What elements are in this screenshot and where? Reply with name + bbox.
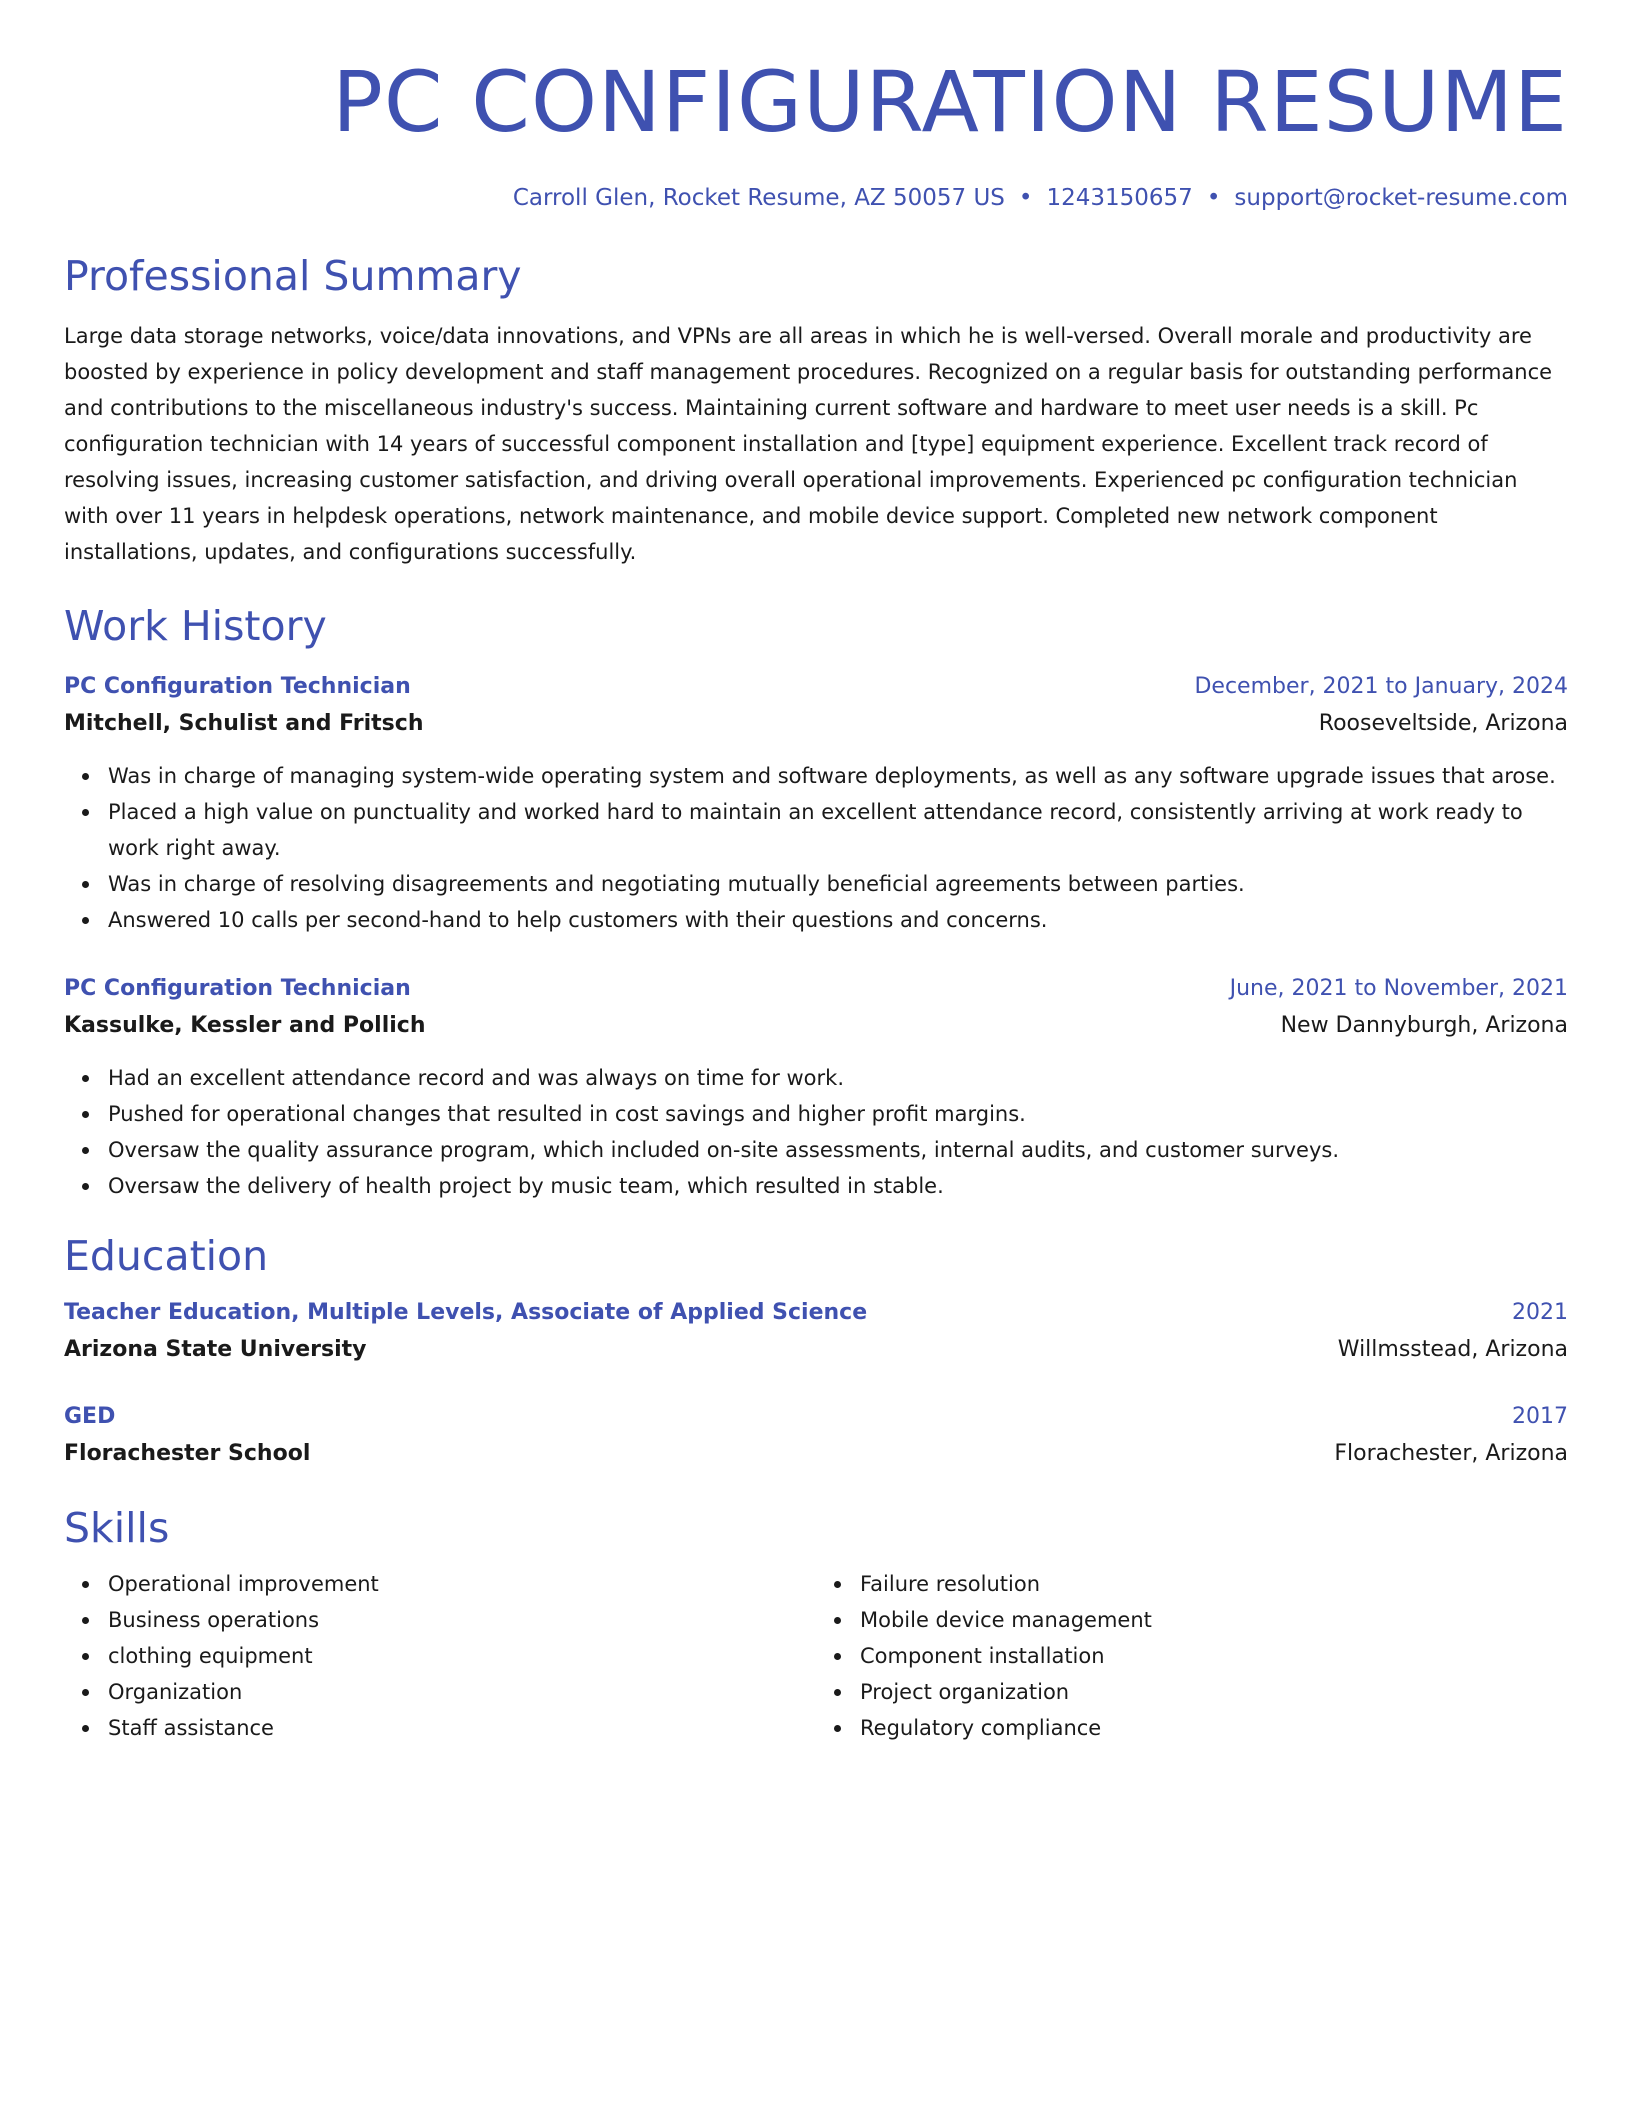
list-item: Oversaw the delivery of health project by music team, which resulted in stable.: [108, 1168, 1568, 1204]
list-item: Component installation: [860, 1638, 1568, 1674]
education-degree: Teacher Education, Multiple Levels, Associate of Applied Science: [64, 1300, 868, 1325]
job-entry: [64, 972, 1568, 1204]
list-item: Regulatory compliance: [860, 1710, 1568, 1746]
contact-phone: 1243150657: [1046, 185, 1193, 211]
education-school: Florachester School: [64, 1441, 311, 1466]
job-title: PC Configuration Technician: [64, 674, 411, 699]
list-item: Business operations: [108, 1602, 816, 1638]
list-item: Oversaw the quality assurance program, which included on-site assessments, internal audits, and customer surveys.: [108, 1132, 1568, 1168]
skills-list: [816, 1566, 1568, 1746]
job-entry: [64, 670, 1568, 938]
job-title: PC Configuration Technician: [64, 976, 411, 1001]
job-location: Rooseveltside, Arizona: [1318, 711, 1568, 736]
list-item: Was in charge of resolving disagreements and negotiating mutually beneficial agreements between parties.: [108, 866, 1568, 902]
summary-text: Large data storage networks, voice/data innovations, and VPNs are all areas in which he is well-versed. Overall morale and productivity are boosted by experience in policy development and staff management procedures. Recognized on a regular basis for outstanding performance and contributions to the miscellaneous industry's success. Maintaining current software and hardware to meet user needs is a skill. Pc configuration technician with 14 years of successful component installation and [type] equipment experience. Excellent track record of resolving issues, increasing customer satisfaction, and driving overall operational improvements. Experienced pc configuration technician with over 11 years in helpdesk operations, network maintenance, and mobile device support. Completed new network component installations, updates, and configurations successfully.: [64, 324, 1553, 564]
job-location: New Dannyburgh, Arizona: [1280, 1013, 1568, 1038]
education-degree: GED: [64, 1404, 116, 1429]
summary-heading: Professional Summary: [64, 252, 522, 300]
education-heading: Education: [64, 1232, 269, 1280]
contact-address: Carroll Glen, Rocket Resume, AZ 50057 US: [512, 185, 1005, 211]
education-location: Florachester, Arizona: [1334, 1441, 1568, 1466]
contact-separator: •: [1018, 185, 1033, 211]
skills-column-left: [64, 1566, 816, 1746]
job-dates: December, 2021 to January, 2024: [1194, 674, 1568, 699]
education-entry: [64, 1296, 1568, 1370]
education-entry: [64, 1400, 1568, 1474]
list-item: Failure resolution: [860, 1566, 1568, 1602]
job-bullets: [64, 1060, 1568, 1204]
contact-line: [64, 182, 1568, 214]
list-item: Placed a high value on punctuality and worked hard to maintain an excellent attendance record, consistently arriving at work ready to work right away.: [108, 794, 1568, 866]
work-history-heading: Work History: [64, 602, 327, 650]
list-item: Operational improvement: [108, 1566, 816, 1602]
skills-grid: [64, 1566, 1568, 1746]
list-item: Was in charge of managing system-wide operating system and software deployments, as well as any software upgrade issues that arose.: [108, 758, 1568, 794]
list-item: Pushed for operational changes that resulted in cost savings and higher profit margins.: [108, 1096, 1568, 1132]
list-item: clothing equipment: [108, 1638, 816, 1674]
education-year: 2021: [1512, 1300, 1568, 1325]
education-year: 2017: [1512, 1404, 1568, 1429]
job-bullets: [64, 758, 1568, 938]
skills-column-right: [816, 1566, 1568, 1746]
job-company: Mitchell, Schulist and Fritsch: [64, 711, 424, 736]
list-item: Had an excellent attendance record and was always on time for work.: [108, 1060, 1568, 1096]
list-item: Answered 10 calls per second-hand to help customers with their questions and concerns.: [108, 902, 1568, 938]
skills-list: [64, 1566, 816, 1746]
job-dates: June, 2021 to November, 2021: [1229, 976, 1568, 1001]
list-item: Staff assistance: [108, 1710, 816, 1746]
resume-title: PC CONFIGURATION RESUME: [332, 53, 1568, 151]
list-item: Mobile device management: [860, 1602, 1568, 1638]
skills-heading: Skills: [64, 1504, 170, 1552]
list-item: Project organization: [860, 1674, 1568, 1710]
list-item: Organization: [108, 1674, 816, 1710]
education-location: Willmsstead, Arizona: [1337, 1337, 1568, 1362]
education-school: Arizona State University: [64, 1337, 367, 1362]
job-company: Kassulke, Kessler and Pollich: [64, 1013, 426, 1038]
contact-email: support@rocket-resume.com: [1234, 185, 1568, 211]
contact-separator: •: [1206, 185, 1221, 211]
